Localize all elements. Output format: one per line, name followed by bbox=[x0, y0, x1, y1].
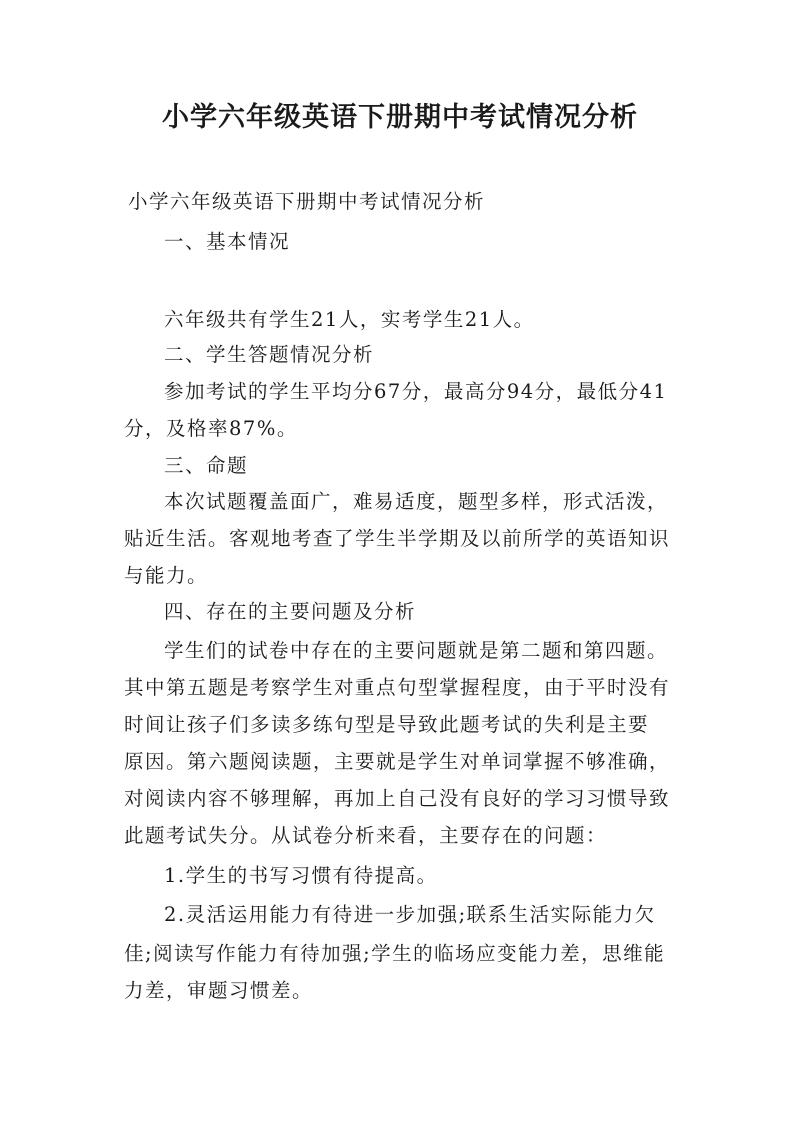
list-item-1: 1.学生的书写习惯有待提高。 bbox=[164, 864, 438, 887]
paragraph-line: 分，及格率87%。 bbox=[124, 417, 298, 440]
paragraph-line: 佳;阅读写作能力有待加强;学生的临场应变能力差，思维能 bbox=[124, 942, 666, 965]
paragraph-line: 原因。第六题阅读题，主要就是学生对单词掌握不够准确， bbox=[124, 750, 671, 773]
section-heading-questions: 三、命题 bbox=[164, 454, 249, 477]
paragraph-line: 时间让孩子们多读多练句型是导致此题考试的失利是主要 bbox=[124, 713, 650, 736]
section-heading-problems: 四、存在的主要问题及分析 bbox=[164, 600, 417, 623]
paragraph-line: 其中第五题是考察学生对重点句型掌握程度，由于平时没有 bbox=[124, 676, 671, 699]
paragraph-line: 对阅读内容不够理解，再加上自己没有良好的学习习惯导致 bbox=[124, 787, 671, 810]
document-title: 小学六年级英语下册期中考试情况分析 bbox=[162, 102, 638, 133]
subtitle-line: 小学六年级英语下册期中考试情况分析 bbox=[128, 190, 486, 213]
paragraph-line: 本次试题覆盖面广，难易适度，题型多样，形式活泼， bbox=[164, 490, 669, 513]
paragraph-line: 学生们的试卷中存在的主要问题就是第二题和第四题。 bbox=[164, 639, 669, 662]
section-heading-basic: 一、基本情况 bbox=[164, 230, 291, 253]
paragraph-line: 参加考试的学生平均分67分，最高分94分，最低分41 bbox=[164, 380, 668, 403]
paragraph-line: 力差，审题习惯差。 bbox=[124, 979, 314, 1002]
paragraph-line: 与能力。 bbox=[124, 564, 209, 587]
paragraph-line: 六年级共有学生21人，实考学生21人。 bbox=[164, 308, 535, 331]
paragraph-line: 贴近生活。客观地考查了学生半学期及以前所学的英语知识 bbox=[124, 527, 671, 550]
list-item-2: 2.灵活运用能力有待进一步加强;联系生活实际能力欠 bbox=[164, 903, 656, 926]
paragraph-line: 此题考试失分。从试卷分析来看，主要存在的问题： bbox=[124, 824, 608, 847]
section-heading-answers: 二、学生答题情况分析 bbox=[164, 343, 375, 366]
